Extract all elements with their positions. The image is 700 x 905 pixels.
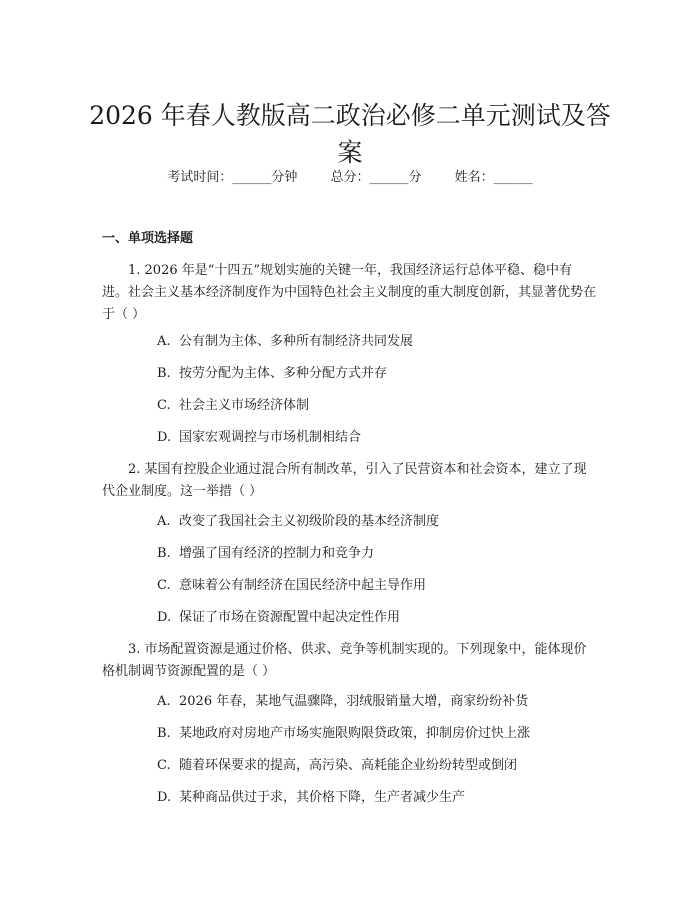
name-label: 姓名：: [454, 170, 494, 185]
option-letter: C.: [157, 578, 171, 593]
option-letter: C.: [157, 398, 171, 413]
option-letter: A.: [157, 514, 171, 529]
option-letter: B.: [157, 726, 171, 741]
time-unit: 分钟: [271, 170, 298, 185]
exam-meta-line: [0, 168, 700, 188]
score-label: 总分：: [330, 170, 370, 185]
question-3-option-a: [157, 692, 528, 712]
option-letter: C.: [157, 758, 171, 773]
option-text: 保证了市场在资源配置中起决定性作用: [179, 610, 401, 625]
option-text: 2026 年春，某地气温骤降，羽绒服销量大增，商家纷纷补货: [179, 694, 529, 709]
option-text: 某地政府对房地产市场实施限购限贷政策，抑制房价过快上涨: [179, 726, 531, 741]
option-text: 增强了国有经济的控制力和竞争力: [179, 546, 375, 561]
question-1-option-c: [157, 396, 309, 416]
question-2-option-d: [157, 608, 400, 628]
option-text: 按劳分配为主体、多种分配方式并存: [179, 366, 388, 381]
option-text: 社会主义市场经济体制: [179, 398, 310, 413]
option-text: 随着环保要求的提高，高污染、高耗能企业纷纷转型或倒闭: [179, 758, 518, 773]
option-text: 改变了我国社会主义初级阶段的基本经济制度: [179, 514, 440, 529]
option-text: 公有制为主体、多种所有制经济共同发展: [179, 334, 414, 349]
question-1-stem: 1. 2026 年是“十四五”规划实施的关键一年，我国经济运行总体平稳、稳中有进。社会主义基本经济制度作为中国特色社会主义制度的重大制度创新，其显著优势在于（ ）: [102, 263, 597, 322]
question-3-option-c: [157, 756, 517, 776]
question-1-option-d: [157, 428, 361, 448]
option-letter: B.: [157, 366, 171, 381]
option-text: 意味着公有制经济在国民经济中起主导作用: [179, 578, 427, 593]
time-label: 考试时间：: [167, 170, 233, 185]
section-heading: 一、单项选择题: [102, 231, 194, 246]
option-text: 国家宏观调控与市场机制相结合: [179, 430, 362, 445]
score-unit: 分: [408, 170, 422, 185]
option-letter: A.: [157, 694, 171, 709]
option-text: 某种商品供过于求，其价格下降，生产者减少生产: [179, 790, 466, 805]
option-letter: D.: [157, 430, 172, 445]
question-2-option-b: [157, 544, 374, 564]
option-letter: D.: [157, 790, 172, 805]
time-blank: ______: [232, 170, 272, 185]
option-letter: A.: [157, 334, 171, 349]
question-3-option-b: [157, 724, 530, 744]
question-3-stem: 3. 市场配置资源是通过价格、供求、竞争等机制实现的。下列现象中，能体现价格机制调节资源配置的是（ ）: [102, 642, 587, 679]
question-3-option-d: [157, 788, 465, 808]
question-2-stem: 2. 某国有控股企业通过混合所有制改革，引入了民营资本和社会资本，建立了现代企业制度。这一举措（ ）: [102, 462, 587, 499]
question-2-option-c: [157, 576, 426, 596]
question-1-option-a: [157, 332, 413, 352]
question-1-option-b: [157, 364, 387, 384]
score-blank: ______: [369, 170, 409, 185]
page-title: 2026 年春人教版高二政治必修二单元测试及答案: [89, 100, 611, 167]
question-2-option-a: [157, 512, 439, 532]
option-letter: D.: [157, 610, 172, 625]
option-letter: B.: [157, 546, 171, 561]
name-blank: ______: [493, 170, 533, 185]
